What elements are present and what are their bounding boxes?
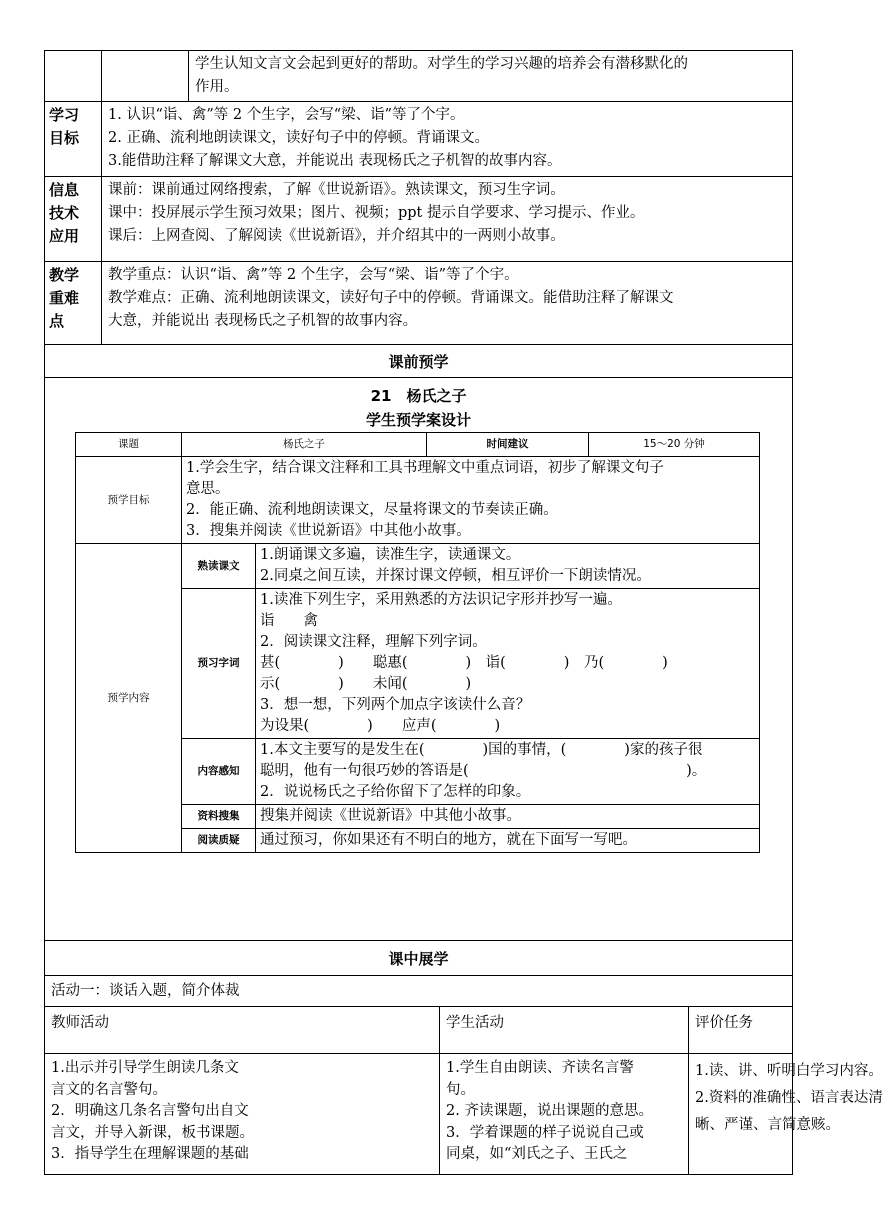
item-content: 搜集并阅读《世说新语》中其他小故事。 bbox=[256, 805, 760, 829]
time-value: 15～20 分钟 bbox=[589, 433, 760, 457]
teacher-activity: 1.出示并引导学生朗读几条文 言文的名言警句。 2．明确这几条名言警句出自文 言文，并导入新课，板书课题。 3．指导学生在理解课题的基础 bbox=[45, 1054, 440, 1175]
tech-content: 课前：课前通过网络搜索，了解《世说新语》。熟读课文，预习生字词。 课中：投屏展示学生预习效果；图片、视频；ppt 提示自学要求、学习提示、作业。 课后：上网查阅、了解阅读《世说新语》，并介绍其中的一两则小故事。 bbox=[102, 177, 793, 262]
teacher-header: 教师活动 bbox=[45, 1007, 440, 1054]
student-header: 学生活动 bbox=[440, 1007, 689, 1054]
keypoints-row bbox=[45, 262, 793, 345]
item-label: 阅读质疑 bbox=[182, 829, 256, 853]
goals-label: 学习 目标 bbox=[45, 102, 102, 177]
lesson-plan-page bbox=[44, 50, 883, 1175]
design-title: 学生预学案设计 bbox=[366, 411, 472, 429]
item-label: 预习字词 bbox=[182, 589, 256, 739]
item-label: 资料搜集 bbox=[182, 805, 256, 829]
preview-body bbox=[45, 378, 793, 941]
activity-row bbox=[45, 976, 793, 1007]
tech-label: 信息 技术 应用 bbox=[45, 177, 102, 262]
continuation-row bbox=[45, 51, 793, 102]
empty-sub-cell bbox=[102, 51, 189, 102]
goals-row bbox=[45, 102, 793, 177]
preview-goal-label: 预学目标 bbox=[76, 457, 182, 544]
activity-title: 活动一：谈话入题，简介体裁 bbox=[45, 976, 793, 1007]
goals-content: 1. 认识“诣、禽”等 2 个生字，会写“梁、诣”等了个宇。 2. 正确、流利地朗读课文，读好句子中的停顿。背诵课文。 3.能借助注释了解课文大意，并能说出 表现杨氏之子机智的故事内容。 bbox=[102, 102, 793, 177]
preview-content-label: 预学内容 bbox=[76, 544, 182, 853]
item-label: 内容感知 bbox=[182, 739, 256, 805]
lesson-title: 21 杨氏之子 bbox=[370, 387, 467, 405]
item-content: 1.朗诵课文多遍，读准生字，读通课文。 2.同桌之间互读，并探讨课文停顿，相互评价一下朗读情况。 bbox=[256, 544, 760, 589]
item-content: 1.本文主要写的是发生在( )国的事情，( )家的孩子很 聪明，他有一句很巧妙的答语是( )。 2．说说杨氏之子给你留下了怎样的印象。 bbox=[256, 739, 760, 805]
class-title-row bbox=[45, 941, 793, 976]
topic-key: 课题 bbox=[76, 433, 182, 457]
preview-body-row bbox=[45, 378, 793, 941]
empty-label-cell bbox=[45, 51, 102, 102]
preview-info-row bbox=[76, 433, 760, 457]
topic-value: 杨氏之子 bbox=[182, 433, 427, 457]
preview-title-row bbox=[45, 345, 793, 378]
continuation-text: 学生认知文言文会起到更好的帮助。对学生的学习兴趣的培养会有潜移默化的 作用。 bbox=[189, 51, 793, 102]
keypoints-content: 教学重点：认识“诣、禽”等 2 个生字，会写“梁、诣”等了个宇。 教学难点：正确、流利地朗读课文，读好句子中的停顿。背诵课文。能借助注释了解课文 大意，并能说出 表现杨氏之子机智的故事内容。 bbox=[102, 262, 793, 345]
preview-goal-row bbox=[76, 457, 760, 544]
keypoints-label: 教学 重难 点 bbox=[45, 262, 102, 345]
item-content: 通过预习，你如果还有不明白的地方，就在下面写一写吧。 bbox=[256, 829, 760, 853]
tech-row bbox=[45, 177, 793, 262]
section-title-class: 课中展学 bbox=[45, 941, 793, 976]
preview-item-row bbox=[76, 544, 760, 589]
section-title-preview: 课前预学 bbox=[45, 345, 793, 378]
activity-body-row bbox=[45, 1054, 793, 1175]
preview-goal-content: 1.学会生字，结合课文注释和工具书理解文中重点词语，初步了解课文句子 意思。 2．能正确、流利地朗读课文，尽量将课文的节奏读正确。 3．搜集并阅读《世说新语》中其他小故事。 bbox=[182, 457, 760, 544]
eval-task: 1.读、讲、听明白学习内容。 2.资料的准确性、语言表达清 晰、严谨、言简意赅。 bbox=[689, 1054, 793, 1175]
lesson-plan-table bbox=[44, 50, 883, 1175]
student-activity: 1.学生自由朗读、齐读名言警 句。 2. 齐读课题，说出课题的意思。 3．学着课题的样子说说自己或 同桌，如“刘氏之子、王氏之 bbox=[440, 1054, 689, 1175]
eval-header: 评价任务 bbox=[689, 1007, 793, 1054]
time-key: 时间建议 bbox=[427, 433, 589, 457]
activity-header-row bbox=[45, 1007, 793, 1054]
item-label: 熟读课文 bbox=[182, 544, 256, 589]
preview-table bbox=[75, 432, 760, 853]
item-content: 1.读准下列生字，采用熟悉的方法识记字形并抄写一遍。 诣 禽 2．阅读课文注释，理解下列字词。 甚( ) 聪惠( ) 诣( ) 乃( ) 示( ) 未闻( ) 3．想一想，下列两个加点字该读什么音？ 为设果( ) 应声( ) bbox=[256, 589, 760, 739]
